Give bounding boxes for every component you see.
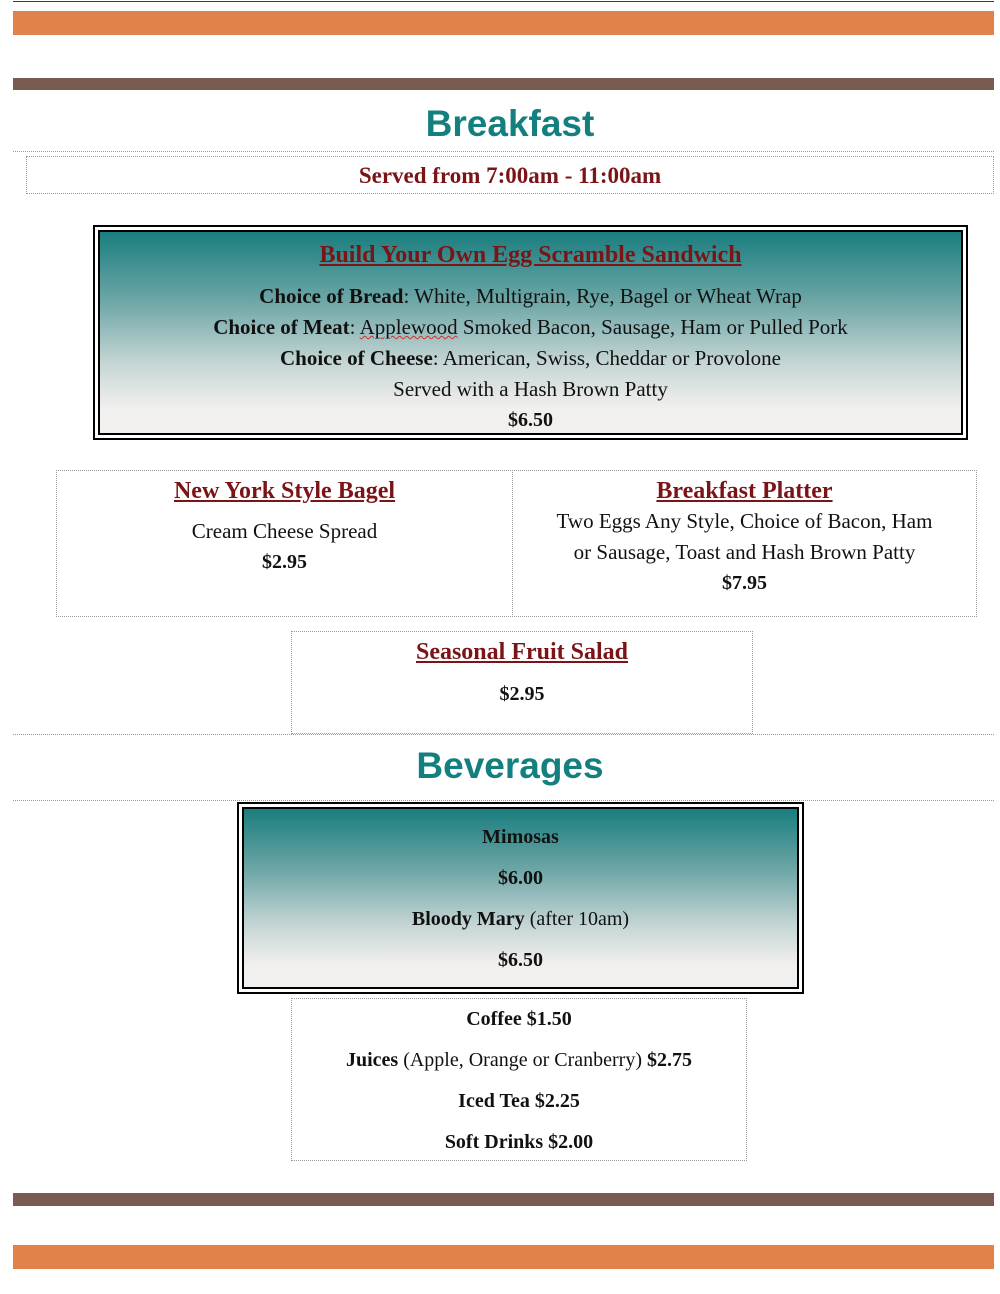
- platter-card: [512, 470, 977, 617]
- cheese-choice: Choice of Cheese: American, Swiss, Cheddar or Provolone: [280, 346, 781, 370]
- bagel-card: [56, 470, 513, 617]
- bagel-desc: Cream Cheese Spread: [191, 519, 378, 543]
- mimosas-price: $6.00: [498, 867, 543, 889]
- platter-price: $7.95: [722, 572, 767, 594]
- breakfast-heading: Breakfast: [425, 103, 595, 144]
- top-thin-line: [13, 1, 994, 2]
- bloody-mary-price: $6.50: [498, 949, 543, 971]
- fruit-salad-card: [291, 631, 753, 734]
- served-hours: Served from 7:00am - 11:00am: [358, 163, 662, 188]
- divider: [13, 151, 994, 152]
- bagel-title: New York Style Bagel: [173, 478, 396, 504]
- platter-desc-line2: or Sausage, Toast and Hash Brown Patty: [573, 540, 916, 564]
- bottom-brown-bar: [13, 1193, 994, 1206]
- beverages-heading: Beverages: [416, 745, 604, 786]
- bottom-orange-bar: [13, 1245, 994, 1269]
- top-orange-bar: [13, 11, 994, 35]
- divider: [13, 734, 994, 735]
- scramble-side: Served with a Hash Brown Patty: [393, 377, 668, 401]
- egg-scramble-card: [93, 225, 968, 440]
- platter-desc-line1: Two Eggs Any Style, Choice of Bacon, Ham: [556, 509, 933, 533]
- bloody-mary: Bloody Mary (after 10am): [411, 908, 630, 930]
- egg-scramble-title: Build Your Own Egg Scramble Sandwich: [319, 242, 742, 268]
- bread-choice: Choice of Bread: White, Multigrain, Rye, Bagel or Wheat Wrap: [259, 284, 802, 308]
- served-hours-box: [26, 156, 994, 194]
- mimosas: Mimosas: [482, 826, 559, 848]
- soft-drinks: Soft Drinks $2.00: [444, 1131, 594, 1153]
- fruit-salad-title: Seasonal Fruit Salad: [415, 639, 629, 665]
- bagel-price: $2.95: [262, 551, 307, 573]
- scramble-price: $6.50: [508, 409, 553, 431]
- coffee: Coffee $1.50: [466, 1008, 572, 1030]
- divider: [13, 800, 994, 801]
- beverages-list-card: [291, 998, 747, 1161]
- featured-beverages-card: [237, 802, 804, 994]
- fruit-salad-price: $2.95: [499, 683, 545, 705]
- juices: Juices (Apple, Orange or Cranberry) $2.75: [345, 1049, 692, 1071]
- platter-title: Breakfast Platter: [656, 478, 833, 504]
- top-brown-bar: [13, 78, 994, 90]
- iced-tea: Iced Tea $2.25: [458, 1090, 580, 1112]
- meat-choice: Choice of Meat: Applewood Smoked Bacon, Sausage, Ham or Pulled Pork: [213, 315, 848, 339]
